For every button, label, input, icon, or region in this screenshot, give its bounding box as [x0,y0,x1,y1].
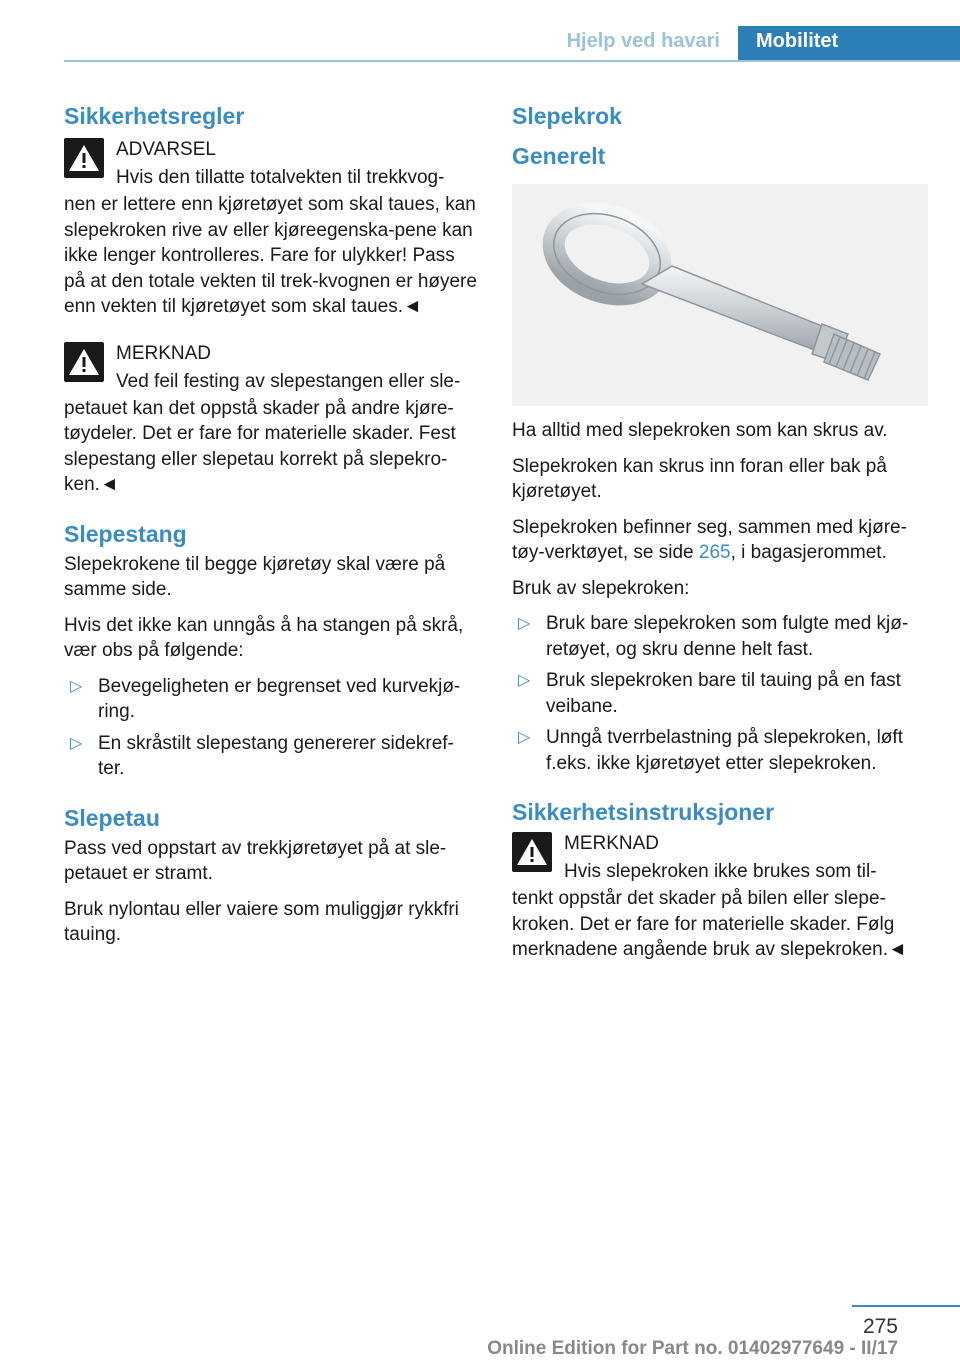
notice-text-first-line: Hvis slepekroken ikke brukes som til- [564,861,877,882]
active-section-tab[interactable]: Mobilitet [738,26,960,62]
warning-triangle-icon [64,342,104,382]
list-item-text: Unngå tverrbelastning på slepekroken, løft f.eks. ikke kjøretøyet etter slepekroken. [546,727,903,774]
list-item-text: Bruk bare slepekroken som fulgte med kjø-retøyet, og skru denne helt fast. [546,613,909,660]
page-number: 275 [862,1315,898,1338]
tow-hook-image [512,184,928,406]
triangle-bullet-icon: ▷ [518,615,531,632]
notice-text-first-line: Ved feil festing av slepestangen eller sle- [116,370,461,392]
paragraph: Bruk nylontau eller vaiere som muliggjør rykkfri tauing. [64,898,459,945]
list-item [512,611,928,662]
subsection-title-slepetau: Slepetau [64,804,160,831]
section-title-safety: Sikkerhetsregler [64,103,245,129]
list-item-text: Bruk slepekroken bare til tauing på en fast veibane. [546,670,901,717]
triangle-bullet-icon: ▷ [518,729,531,746]
triangle-bullet-icon: ▷ [70,734,83,752]
warning-block-1 [64,136,479,320]
paragraph-text: , i bagasjerommet. [730,542,887,563]
notice-keyword: MERKNAD [116,342,212,364]
section-title-slepekrok: Slepekrok [512,103,622,129]
notice-text: petauet kan det oppstå skader på andre kjøre-tøydeler. Det er fare for materielle skader. Fest slepestang eller slepetau korrekt på slepekro-ken.◄ [64,397,456,495]
list-item [64,674,479,725]
paragraph: Slepekrokene til begge kjøretøy skal være på samme side. [64,553,446,600]
list-item [512,668,928,719]
warning-block-3 [512,830,928,963]
paragraph: Slepekroken kan skrus inn foran eller bak på kjøretøyet. [512,455,887,502]
notice-keyword: MERKNAD [564,833,660,854]
breadcrumb-tab[interactable]: Hjelp ved havari [566,30,720,52]
paragraph-text: Slepekroken befinner seg, sammen med kjøre-tøy-verktøyet, se side [512,516,907,563]
list-item [512,725,928,776]
list-item [64,731,479,782]
header-divider [64,60,960,62]
warning-triangle-icon [512,832,552,872]
right-column [512,100,928,983]
triangle-bullet-icon: ▷ [518,672,531,689]
bullet-list [512,611,928,776]
paragraph [512,515,928,566]
warning-text: nen er lettere enn kjøretøyet som skal taues, kan slepekroken rive av eller kjøreegenska-pene kan ikke lenger kontrolleres. Fare for ulykker! Pass på at den totale vekten til trek-kvognen er høyere enn vekten til kjøretøyet som skal taues.◄ [64,194,477,317]
warning-text-first-line: Hvis den tillatte totalvekten til trekkvog- [116,167,445,188]
notice-text: tenkt oppstår det skader på bilen eller slepe-kroken. Det er fare for materielle skader. Følg merknadene angående bruk av slepekroken.◄ [512,888,907,960]
warning-block-2 [64,340,479,498]
triangle-bullet-icon: ▷ [70,677,83,695]
subsection-title-generelt: Generelt [512,143,606,169]
edition-text: Online Edition for Part no. 01402977649 - II/17 [487,1338,898,1359]
warning-keyword: ADVARSEL [116,139,216,160]
paragraph: Bruk av slepekroken: [512,577,690,599]
warning-triangle-icon [64,138,104,178]
left-column [64,100,479,958]
list-item-text: Bevegeligheten er begrenset ved kurvekjø-ring. [98,675,461,722]
list-item-text: En skråstilt slepestang genererer sidekref-ter. [98,732,454,779]
bullet-list [64,674,479,782]
paragraph: Ha alltid med slepekroken som kan skrus av. [512,420,888,441]
subsection-title-slepestang: Slepestang [64,520,187,547]
paragraph: Pass ved oppstart av trekkjøretøyet på at sle-petauet er stramt. [64,837,447,884]
paragraph: Hvis det ikke kan unngås å ha stangen på skrå, vær obs på følgende: [64,614,464,661]
subsection-title-safety-instructions: Sikkerhetsinstruksjoner [512,799,775,825]
footer-divider [852,1305,960,1307]
page-reference-link[interactable]: 265 [698,542,731,563]
